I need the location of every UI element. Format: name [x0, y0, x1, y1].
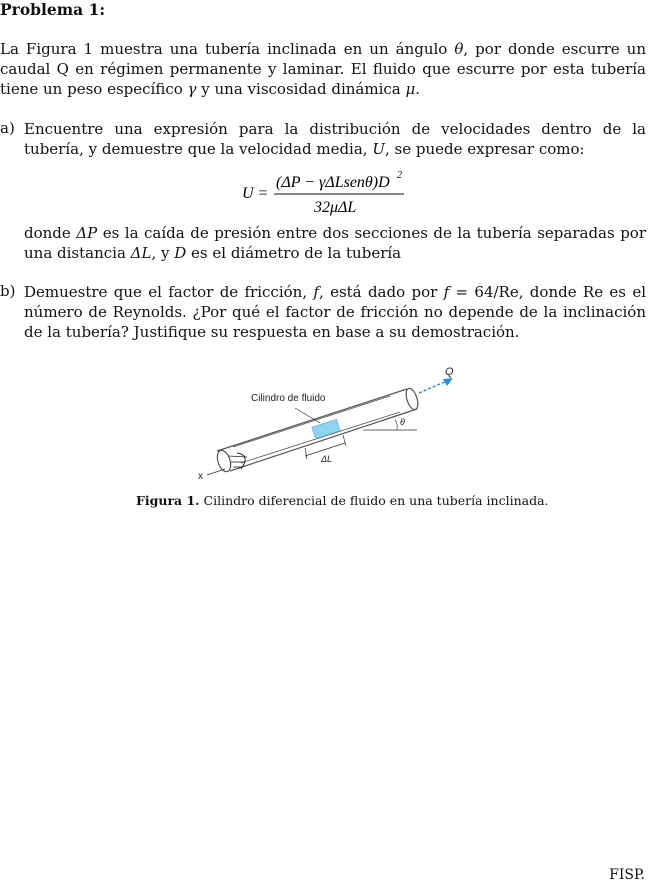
- caption-label: Figura 1.: [136, 493, 200, 508]
- item-b-sentence: = 64/Re, donde Re es el número de Reynolds. ¿Por qué el factor de fricción no depende de la inclinación de la tubería? Justifique su respuesta en base a su demostración.: [24, 283, 646, 341]
- formula-denominator: 32μΔL: [314, 199, 357, 216]
- velocity-symbol: U: [372, 140, 385, 158]
- theta-symbol: θ: [454, 40, 464, 58]
- intro-text: y una viscosidad dinámica: [196, 80, 406, 98]
- gamma-symbol: γ: [187, 80, 197, 98]
- definition-text: , y: [151, 244, 175, 262]
- item-a-label: a): [0, 119, 15, 137]
- friction-factor-symbol: f: [313, 283, 319, 301]
- length-symbol: ΔL: [130, 244, 152, 262]
- definition-text: es el diámetro de la tubería: [186, 244, 402, 262]
- intro-paragraph: [0, 39, 646, 99]
- label-leader: [295, 408, 320, 423]
- x-axis-label: x: [198, 471, 203, 482]
- formula-exponent: 2: [397, 170, 402, 181]
- formula-numerator: (ΔP − γΔLsenθ)D: [276, 174, 390, 191]
- pressure-drop-symbol: ΔP: [76, 224, 98, 242]
- item-b-sentence: Demuestre que el factor de fricción,: [24, 283, 314, 301]
- problem-title: Problema 1:: [0, 0, 106, 19]
- cylinder-label: Cilindro de fluido: [251, 393, 326, 404]
- item-a-text: [24, 119, 646, 159]
- mu-symbol: μ: [405, 80, 416, 98]
- friction-factor-symbol: f: [443, 283, 450, 301]
- mean-velocity-formula: [242, 168, 412, 216]
- formula-definitions: [24, 223, 646, 263]
- definition-text: donde: [24, 224, 77, 242]
- item-a-sentence: , se puede expresar como:: [384, 140, 585, 158]
- item-a-sentence: Encuentre una expresión para la distribución de velocidades dentro de la tubería, y demuestre que la velocidad media,: [24, 120, 646, 158]
- caption-text: Cilindro diferencial de fluido en una tubería inclinada.: [199, 493, 549, 508]
- inclined-pipe-figure: [195, 363, 460, 483]
- length-label: ΔL: [321, 454, 333, 464]
- flow-arrow: [419, 381, 447, 393]
- profile-arrows: [229, 456, 247, 467]
- intro-text: .: [415, 80, 421, 98]
- formula-lhs: U =: [242, 185, 269, 202]
- item-b-label: b): [0, 282, 16, 300]
- figure-caption: [136, 493, 549, 508]
- item-b-sentence: , está dado por: [318, 283, 444, 301]
- item-b-text: [24, 282, 646, 342]
- diameter-symbol: D: [174, 244, 187, 262]
- intro-text: La Figura 1 muestra una tubería inclinada en un ángulo: [0, 40, 455, 58]
- page-footer: FISP.: [609, 867, 645, 883]
- x-axis-line: [207, 469, 225, 475]
- flow-label: Q: [445, 366, 454, 378]
- angle-arc: [395, 420, 397, 430]
- definition-text: es la caída de presión entre dos secciones de la tubería separadas por una distancia: [24, 224, 646, 262]
- intro-text: , por donde escurre un caudal Q en régimen permanente y laminar. El fluido que escurre por esta tubería tiene un peso específico: [0, 40, 646, 98]
- angle-label: θ: [400, 417, 405, 427]
